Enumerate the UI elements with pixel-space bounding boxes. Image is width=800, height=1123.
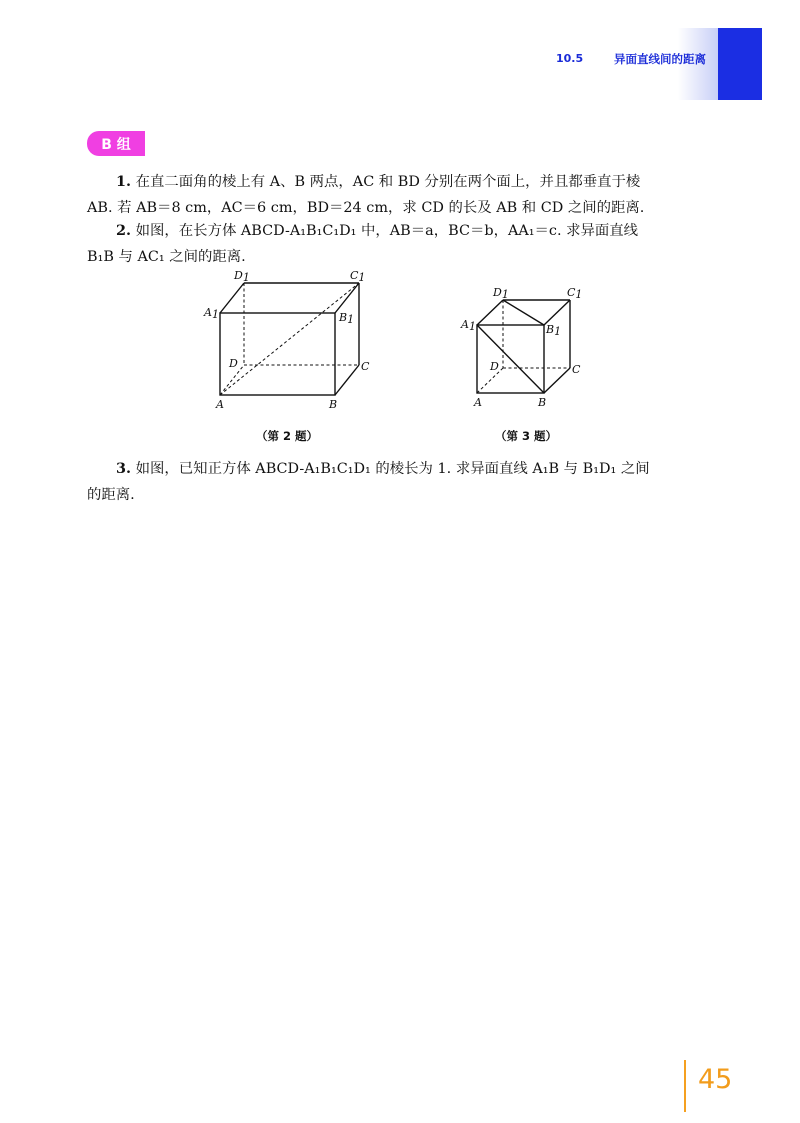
problem-number: 3. [116,460,132,477]
label-B: B [538,396,547,409]
figure-cube [458,282,598,414]
diagonal-AC1 [220,283,359,395]
figure-caption: （第 2 题） [256,429,319,443]
label-B1: B1 [546,323,562,338]
label-D1: D1 [234,269,250,284]
label-D: D [229,357,238,370]
segment-B1D1 [503,300,544,325]
problem-text: 的距离. [87,487,135,503]
segment-A1B [477,325,544,393]
problem-text: AB. 若 AB＝8 cm，AC＝6 cm，BD＝24 cm，求 CD 的长及 AB 和 CD 之间的距离. [87,200,645,216]
page-number: 45 [698,1064,733,1095]
section-number: 10.5 [556,52,584,65]
problem-text: B₁B 与 AC₁ 之间的距离. [87,249,246,265]
figure-cuboid [196,266,386,416]
label-A: A [474,396,482,409]
label-C1: C1 [567,286,583,301]
cuboid-front-face [220,313,335,395]
figure-caption: （第 3 题） [495,429,558,443]
header-accent-block [718,28,762,100]
label-C: C [572,363,581,376]
problem-2 [87,218,709,270]
group-badge: B 组 [87,131,145,156]
section-title: 异面直线间的距离 [614,52,706,66]
label-B: B [329,398,338,411]
problem-text: 如图，已知正方体 ABCD-A₁B₁C₁D₁ 的棱长为 1. 求异面直线 A₁B 与 B₁D₁ 之间 [135,461,650,477]
label-C: C [361,360,370,373]
label-A1: A1 [204,306,219,321]
label-D: D [490,360,499,373]
problem-text: 在直二面角的棱上有 A、B 两点，AC 和 BD 分别在两个面上，并且都垂直于棱 [135,174,641,190]
problem-number: 2. [116,222,132,239]
page-number-rule [684,1060,686,1112]
problem-1 [87,169,709,221]
problem-number: 1. [116,173,132,190]
label-A1: A1 [461,318,476,333]
problem-3 [87,456,709,508]
label-A: A [216,398,224,411]
label-C1: C1 [350,269,366,284]
problem-text: 如图，在长方体 ABCD-A₁B₁C₁D₁ 中，AB＝a，BC＝b，AA₁＝c. 求异面直线 [135,223,639,239]
label-B1: B1 [339,311,355,326]
label-D1: D1 [493,286,509,301]
